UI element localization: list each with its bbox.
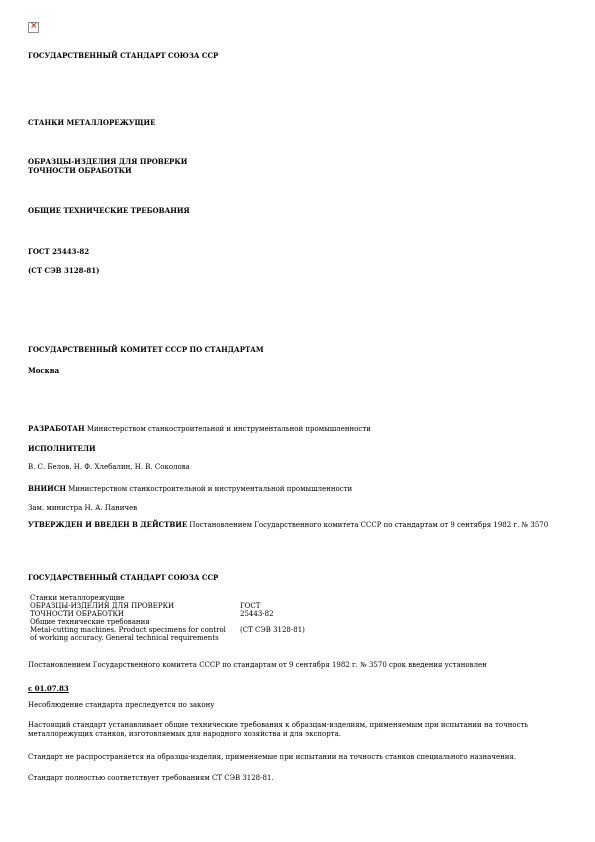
executors-names: В. С. Белов, Н. Ф. Хлебалин, Н. В. Соколова bbox=[28, 463, 190, 471]
broken-image-icon bbox=[28, 22, 39, 33]
title-machines: СТАНКИ МЕТАЛЛОРЕЖУЩИЕ bbox=[28, 118, 156, 127]
table-cell-left: Metal-cutting machines. Product specimens for control bbox=[30, 626, 226, 634]
deputy-minister: Зам. министра Н. А. Паничев bbox=[28, 504, 138, 512]
approved-paragraph bbox=[28, 520, 568, 530]
vniis-line bbox=[28, 484, 352, 494]
table-cell-right: (СТ СЭВ 3128-81) bbox=[240, 626, 305, 634]
table-cell-left: Станки металлорежущие bbox=[30, 594, 125, 602]
title-specimens-line2: ТОЧНОСТИ ОБРАБОТКИ bbox=[28, 166, 132, 175]
approved-text: Постановлением Государственного комитета СССР по стандартам от 9 сентября 1982 г. № 3570 bbox=[187, 521, 549, 529]
city-name: Москва bbox=[28, 366, 60, 375]
table-cell-left: ОБРАЗЦЫ-ИЗДЕЛИЯ ДЛЯ ПРОВЕРКИ bbox=[30, 602, 175, 610]
vniis-label: ВНИИСН bbox=[28, 484, 66, 493]
exclusion-paragraph: Стандарт не распространяется на образцы-изделия, применяемые при испытании на точность станков специального назначения. bbox=[28, 753, 517, 761]
executors-label: ИСПОЛНИТЕЛИ bbox=[28, 444, 96, 453]
title-requirements: ОБЩИЕ ТЕХНИЧЕСКИЕ ТРЕБОВАНИЯ bbox=[28, 206, 190, 215]
table-cell-right: 25443-82 bbox=[240, 610, 274, 618]
table-cell-left: ТОЧНОСТИ ОБРАБОТКИ bbox=[30, 610, 124, 618]
gost-number: ГОСТ 25443-82 bbox=[28, 247, 90, 256]
developed-label: РАЗРАБОТАН bbox=[28, 424, 85, 433]
st-sev-number: (СТ СЭВ 3128-81) bbox=[28, 266, 100, 275]
header-title-2: ГОСУДАРСТВЕННЫЙ СТАНДАРТ СОЮЗА ССР bbox=[28, 573, 219, 582]
table-cell-left: Общие технические требования bbox=[30, 618, 150, 626]
table-cell-right: ГОСТ bbox=[240, 602, 261, 610]
header-title: ГОСУДАРСТВЕННЫЙ СТАНДАРТ СОЮЗА ССР bbox=[28, 51, 219, 60]
violation-text: Несоблюдение стандарта преследуется по закону bbox=[28, 701, 215, 709]
decree-text: Постановлением Государственного комитета СССР по стандартам от 9 сентября 1982 г. № 3570 срок введения установлен bbox=[28, 661, 487, 669]
developed-text: Министерством станкостроительной и инструментальной промышленности bbox=[84, 425, 371, 433]
approved-label: УТВЕРЖДЕН И ВВЕДЕН В ДЕЙСТВИЕ bbox=[28, 520, 188, 529]
committee-name: ГОСУДАРСТВЕННЫЙ КОМИТЕТ СССР ПО СТАНДАРТАМ bbox=[28, 345, 264, 354]
title-specimens-line1: ОБРАЗЦЫ-ИЗДЕЛИЯ ДЛЯ ПРОВЕРКИ bbox=[28, 157, 188, 166]
table-cell-left: of working accuracy. General technical requirements bbox=[30, 634, 219, 642]
conformity-paragraph: Стандарт полностью соответствует требованиям СТ СЭВ 3128-81. bbox=[28, 774, 274, 782]
scope-paragraph: Настоящий стандарт устанавливает общие технические требования к образцам-изделиям, применяемым при испытании на точность металлорежущих станков, изготовляемых для народного хозяйства и для экспорта. bbox=[28, 721, 529, 738]
vniis-text: Министерством станкостроительной и инструментальной промышленности bbox=[65, 485, 353, 493]
developed-line bbox=[28, 424, 371, 434]
effective-date: с 01.07.83 bbox=[28, 684, 69, 693]
